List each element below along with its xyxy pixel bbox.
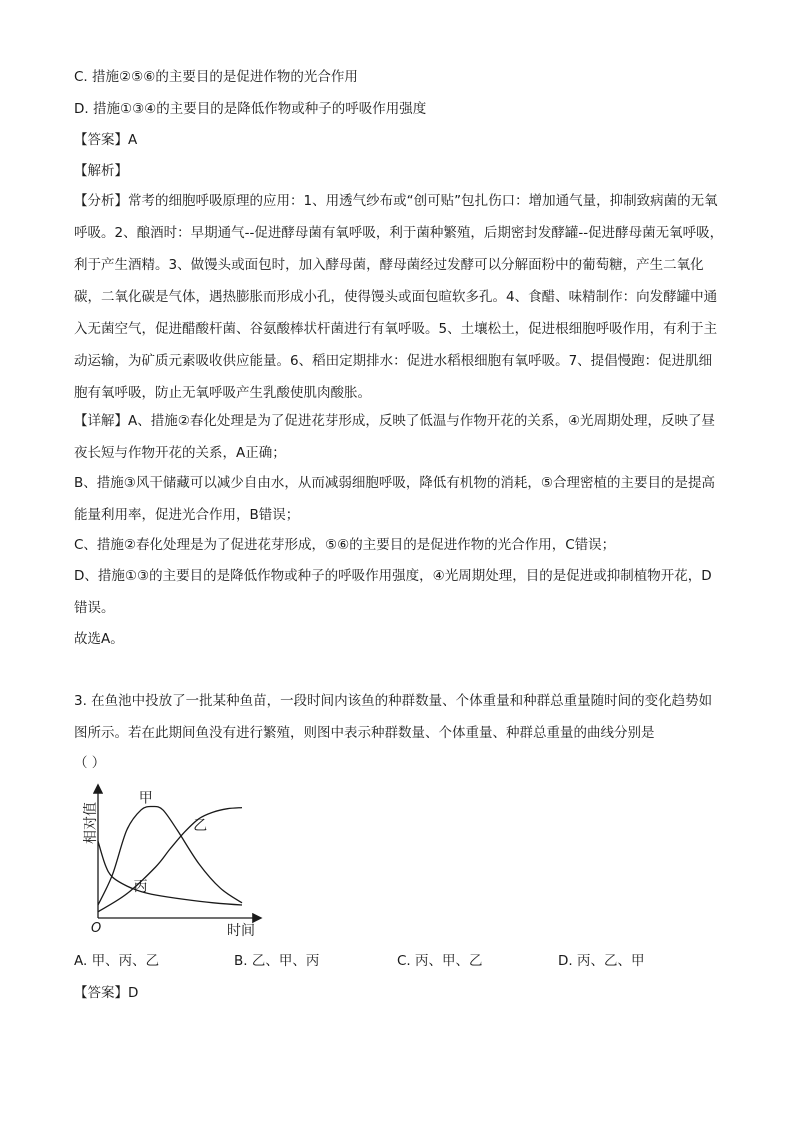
question-3-stem: 3. 在鱼池中投放了一批某种鱼苗，一段时间内该鱼的种群数量、个体重量和种群总重量随时间的变化趋势如图所示。若在此期间鱼没有进行繁殖，则图中表示种群数量、个体重量、种群总重量的曲线分别是 bbox=[74, 693, 713, 741]
answer-label: 【答案】A bbox=[74, 132, 138, 148]
series-line-0 bbox=[98, 806, 242, 905]
detail-c: C、措施②春化处理是为了促进花芽形成，⑤⑥的主要目的是促进作物的光合作用，C错误； bbox=[74, 537, 616, 553]
option-c: C. 措施②⑤⑥的主要目的是促进作物的光合作用 bbox=[74, 69, 358, 85]
series-label-2: 丙 bbox=[133, 879, 148, 895]
option-b: B. 乙、甲、丙 bbox=[234, 953, 320, 969]
series-label-1: 乙 bbox=[193, 818, 208, 835]
option-d: D. 措施①③④的主要目的是降低作物或种子的呼吸作用强度 bbox=[74, 101, 427, 117]
detail-b: B、措施③风干储藏可以减少自由水，从而减弱细胞呼吸，降低有机物的消耗，⑤合理密植的主要目的是提高能量利用率，促进光合作用，B错误； bbox=[74, 475, 715, 523]
series-line-1 bbox=[98, 808, 242, 912]
option-d-q3: D. 丙、乙、甲 bbox=[558, 953, 645, 969]
answer-q3: 【答案】D bbox=[74, 985, 139, 1001]
option-c-q3: C. 丙、甲、乙 bbox=[397, 953, 483, 969]
x-axis-label: 时间 bbox=[227, 923, 255, 939]
answer-blank: （ ） bbox=[74, 755, 106, 771]
option-a: A. 甲、丙、乙 bbox=[74, 953, 160, 969]
analysis-text: 【分析】常考的细胞呼吸原理的应用：1、用透气纱布或“创可贴”包扎伤口：增加通气量，抑制致病菌的无氧呼吸。2、酿酒时：早期通气--促进酵母菌有氧呼吸，利于菌种繁殖，后期密封发酵罐--促进酵母菌无氧呼吸，利于产生酒精。3、做馒头或面包时，加入酵母菌，酵母菌经过发酵可以分解面粉中的葡萄糖，产生二氧化碳，二氧化碳是气体，遇热膨胀而形成小孔，使得馒头或面包暄软多孔。4、食醋、味精制作：向发酵罐中通入无菌空气，促进醋酸杆菌、谷氨酸棒状杆菌进行有氧呼吸。5、土壤松土，促进根细胞呼吸作用，有利于主动运输，为矿质元素吸收供应能量。6、稻田定期排水：促进水稻根细胞有氧呼吸。7、提倡慢跑：促进肌细胞有氧呼吸，防止无氧呼吸产生乳酸使肌肉酸胀。 bbox=[74, 193, 724, 401]
trend-chart bbox=[74, 780, 274, 940]
detail-d: D、措施①③的主要目的是降低作物或种子的呼吸作用强度，④光周期处理，目的是促进或抑制植物开花，D错误。 bbox=[74, 568, 712, 616]
origin-label: O bbox=[91, 921, 102, 936]
y-axis-label: 相对值 bbox=[83, 802, 99, 844]
detail-a: 【详解】A、措施②春化处理是为了促进花芽形成，反映了低温与作物开花的关系，④光周期处理，反映了昼夜长短与作物开花的关系，A正确； bbox=[74, 413, 715, 461]
analysis-label: 【解析】 bbox=[74, 163, 128, 179]
series-label-0: 甲 bbox=[138, 790, 153, 807]
conclusion: 故选A。 bbox=[74, 631, 124, 647]
